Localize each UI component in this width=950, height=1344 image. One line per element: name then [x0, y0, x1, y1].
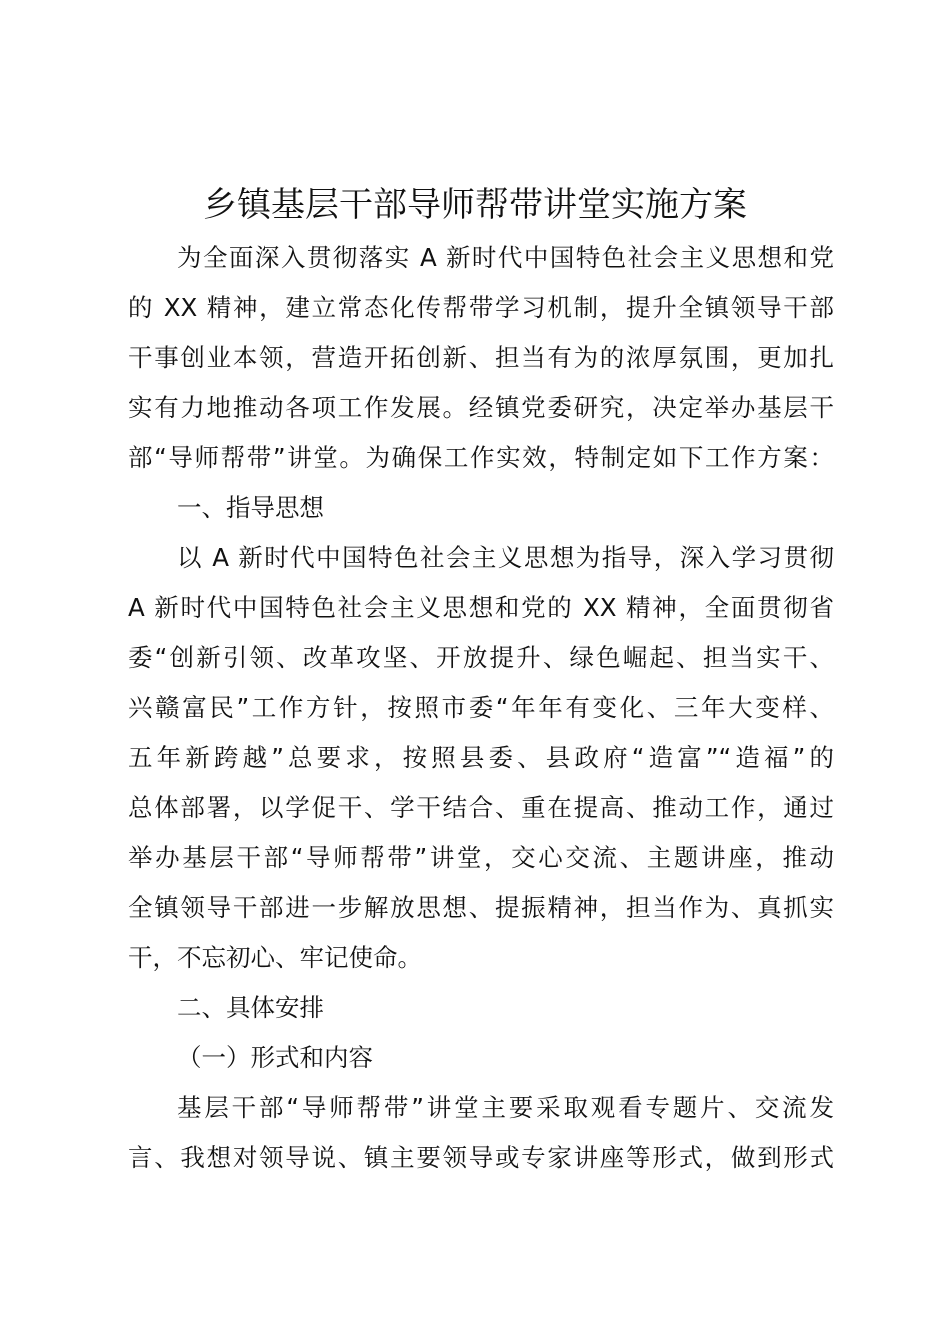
paragraph-line: A 新时代中国特色社会主义思想和党的 XX 精神，全面贯彻省	[128, 593, 834, 622]
paragraph-line: 言、我想对领导说、镇主要领导或专家讲座等形式，做到形式	[128, 1143, 834, 1172]
paragraph-line: 五年新跨越”总要求，按照县委、县政府“造富”“造福”的	[128, 743, 834, 772]
paragraph-line: 基层干部“导师帮带”讲堂主要采取观看专题片、交流发	[177, 1093, 834, 1122]
document-body	[128, 233, 834, 1183]
paragraph-line: 部“导师帮带”讲堂。为确保工作实效，特制定如下工作方案：	[128, 443, 834, 472]
paragraph-line: 兴赣富民”工作方针，按照市委“年年有变化、三年大变样、	[128, 693, 834, 722]
section-heading: 二、具体安排	[177, 993, 324, 1022]
paragraph-line: 总体部署，以学促干、学干结合、重在提高、推动工作，通过	[128, 793, 834, 822]
section-heading: 一、指导思想	[177, 493, 324, 522]
paragraph-line: 的 XX 精神，建立常态化传帮带学习机制，提升全镇领导干部	[128, 293, 834, 322]
paragraph-line: 举办基层干部“导师帮带”讲堂，交心交流、主题讲座，推动	[128, 843, 834, 872]
document-title: 乡镇基层干部导师帮带讲堂实施方案	[203, 185, 747, 225]
paragraph-line: 干，不忘初心、牢记使命。	[128, 943, 422, 972]
paragraph-line: 以 A 新时代中国特色社会主义思想为指导，深入学习贯彻	[177, 543, 834, 572]
paragraph-line: 委“创新引领、改革攻坚、开放提升、绿色崛起、担当实干、	[128, 643, 834, 672]
paragraph-line: 全镇领导干部进一步解放思想、提振精神，担当作为、真抓实	[128, 893, 834, 922]
paragraph-line: 实有力地推动各项工作发展。经镇党委研究，决定举办基层干	[128, 393, 834, 422]
subsection-heading: （一）形式和内容	[177, 1043, 373, 1072]
paragraph-line: 为全面深入贯彻落实 A 新时代中国特色社会主义思想和党	[177, 243, 834, 272]
paragraph-line: 干事创业本领，营造开拓创新、担当有为的浓厚氛围，更加扎	[128, 343, 834, 372]
